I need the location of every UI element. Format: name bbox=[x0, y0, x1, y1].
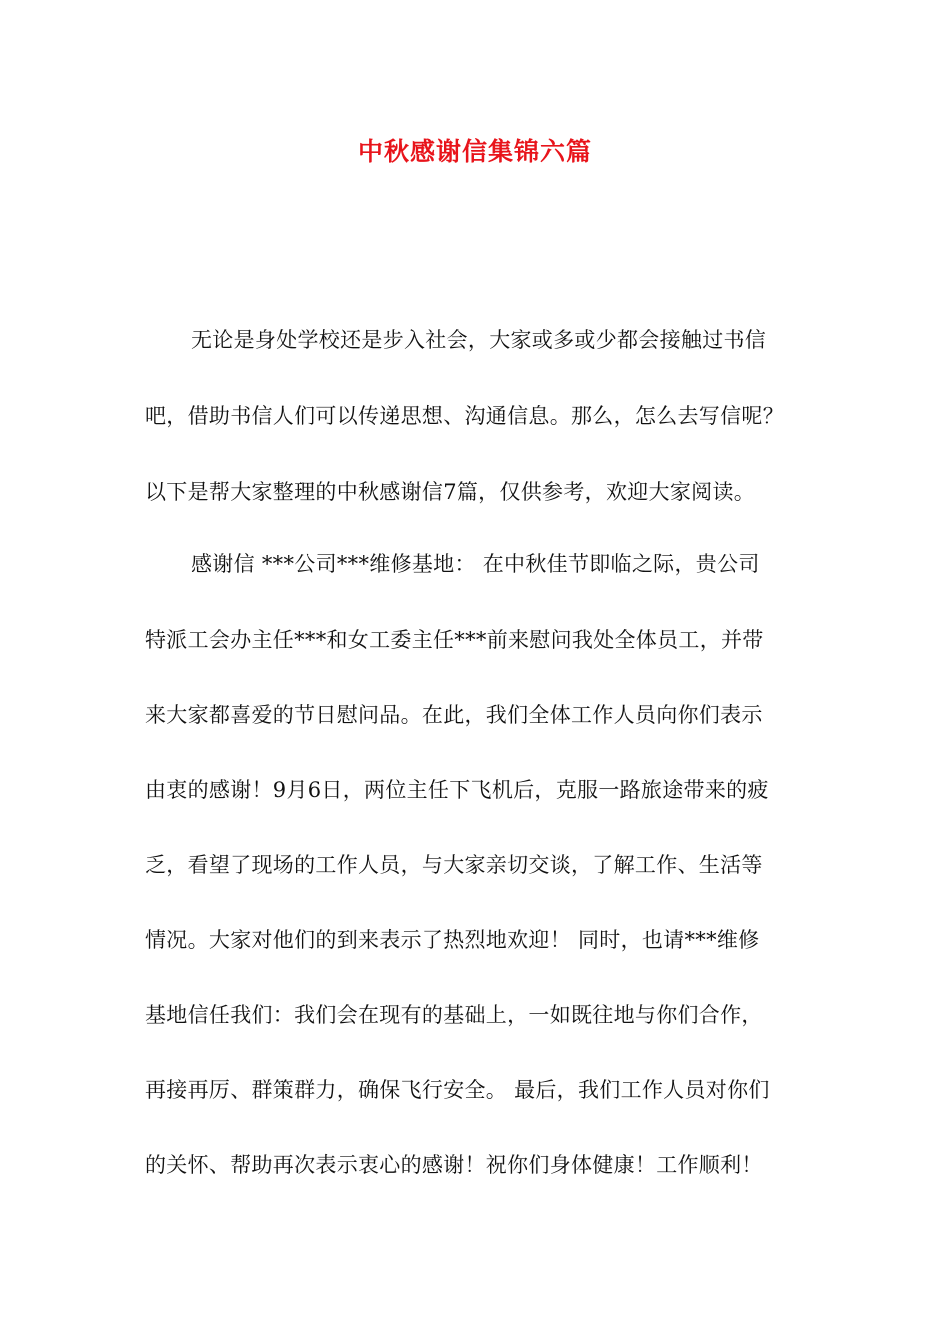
body-line: 乏，看望了现场的工作人员，与大家亲切交谈，了解工作、生活等 bbox=[145, 853, 763, 877]
body-line: 特派工会办主任***和女工委主任***前来慰问我处全体员工，并带 bbox=[145, 628, 764, 652]
body-line: 吧，借助书信人们可以传递思想、沟通信息。那么，怎么去写信呢？ bbox=[145, 404, 784, 428]
body-line: 情况。大家对他们的到来表示了热烈地欢迎！ 同时，也请***维修 bbox=[145, 928, 760, 952]
body-line: 由衷的感谢！9月6日，两位主任下飞机后，克服一路旅途带来的疲 bbox=[145, 778, 769, 802]
body-line: 以下是帮大家整理的中秋感谢信7篇，仅供参考，欢迎大家阅读。 bbox=[145, 480, 756, 504]
body-line: 的关怀、帮助再次表示衷心的感谢！祝你们身体健康！工作顺利！ bbox=[145, 1153, 763, 1177]
body-line: 无论是身处学校还是步入社会，大家或多或少都会接触过书信 bbox=[191, 328, 767, 352]
body-line: 再接再厉、群策群力，确保飞行安全。 最后，我们工作人员对你们 bbox=[145, 1078, 770, 1102]
body-line: 感谢信 ***公司***维修基地： 在中秋佳节即临之际，贵公司 bbox=[191, 552, 760, 576]
body-line: 基地信任我们：我们会在现有的基础上，一如既往地与你们合作， bbox=[145, 1003, 763, 1027]
document-title: 中秋感谢信集锦六篇 bbox=[357, 137, 592, 166]
body-line: 来大家都喜爱的节日慰问品。在此，我们全体工作人员向你们表示 bbox=[145, 703, 763, 727]
